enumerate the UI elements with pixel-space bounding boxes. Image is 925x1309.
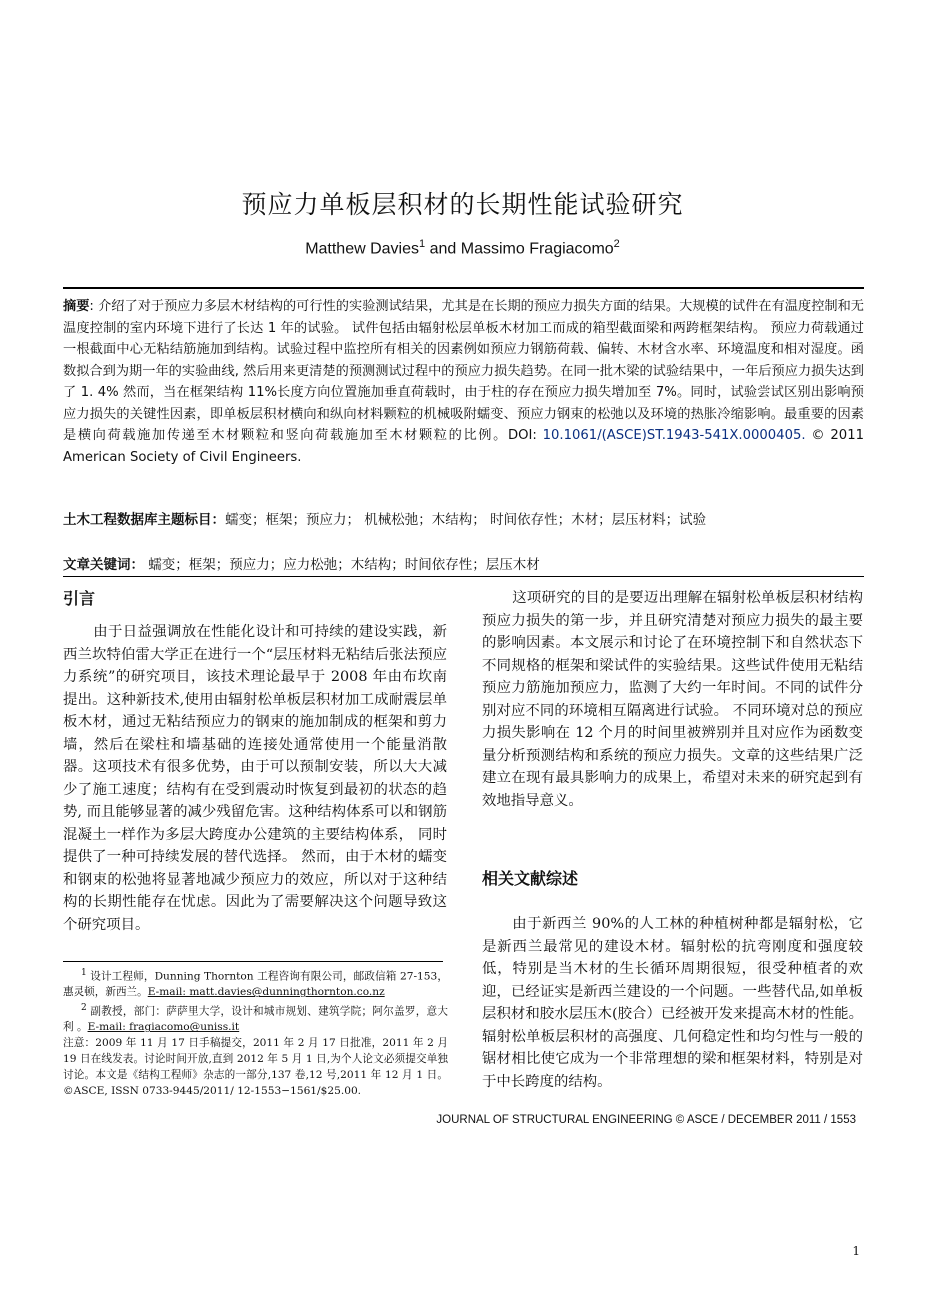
literature-review-heading: 相关文献综述 — [482, 869, 579, 888]
keywords-text: 蠕变；框架；预应力；应力松弛；木结构；时间依存性；层压木材 — [144, 557, 540, 573]
section-rule — [63, 576, 864, 577]
intro-heading: 引言 — [63, 589, 96, 608]
footnote-2-text: 副教授，部门：萨萨里大学，设计和城市规划、建筑学院；阿尔盖罗，意大利 。 — [63, 1005, 448, 1034]
purpose-paragraph: 这项研究的目的是要迈出理解在辐射松单板层积材结构预应力损失的第一步，并且研究清楚对预应力损失的最主要的影响因素。本文展示和讨论了在环境控制下和自然状态下不同规格的框架和梁试件的实验结果。这些试件使用无粘结预应力筋施加预应力，监测了大约一年时间。不同的试件分别对应不同的环境相互隔离进行试验。 不同环境对总的预应力损失影响在 12 个月的时间里被辨别并且对应作为函数变量分析预测结构和系统的预应力损失。文章的这些结果广泛建立在现有最具影响力的成果上，希望对未来的研究起到有效地指导意义。 — [482, 590, 863, 809]
footnote-2 — [63, 1001, 448, 1036]
footnote-1 — [63, 966, 448, 1001]
top-rule — [63, 287, 864, 289]
paper-title: 预应力单板层积材的长期性能试验研究 — [241, 190, 684, 219]
left-column — [63, 621, 447, 936]
footnotes — [63, 966, 448, 1099]
subject-headings — [63, 508, 864, 528]
right-column — [482, 587, 863, 812]
literature-paragraph: 由于新西兰 90%的人工林的种植树种都是辐射松，它是新西兰最常见的建设木材。辐射松的抗弯刚度和强度较低，特别是当木材的生长循环周期很短，很受种植者的欢迎，已经证实是新西兰建设的一个问题。一些替代品,如单板层积材和胶水层压木(胶合）已经被开发来提高木材的性能。辐射松单板层积材的高强度、几何稳定性和均匀性与一般的锯材相比使它成为一个非常理想的梁和框架材料，特别是对于中长跨度的结构。 — [482, 916, 863, 1090]
subject-label: 土木工程数据库主题标目： — [63, 512, 225, 528]
abstract-text: : 介绍了对于预应力多层木材结构的可行性的实验测试结果，尤其是在长期的预应力损失方面的结果。大规模的试件在有温度控制和无温度控制的室内环境下进行了长达 1 年的试验。 试件包括由辐射松层单板木材加工而成的箱型截面梁和两跨框架结构。 预应力荷载通过一根截面中心无粘结筋施加到结构。试验过程中监控所有相关的因素例如预应力钢筋荷载、偏转、木材含水率、环境温度和相对湿度。函数拟合到为期一年的实验曲线, 然后用来更清楚的预测测试过程中的预应力损失趋势。在同一批木梁的试验结果中，一年后预应力损失达到了 1. 4% 然而，当在框架结构 11%长度方向位置施加垂直荷载时，由于柱的存在预应力损失增加至 7%。同时，试验尝试区别出影响预应力损失的关键性因素，即单板层积材横向和纵向材料颗粒的机械吸附蠕变、预应力钢束的松弛以及环境的热胀冷缩影响。最重要的因素是横向荷载施加传递至木材颗粒和竖向荷载施加至木材颗粒的比例。DOI: — [63, 299, 864, 443]
keywords-label: 文章关键词： — [63, 557, 144, 573]
submission-note: 注意：2009 年 11 月 17 日手稿提交，2011 年 2 月 17 日批准，2011 年 2 月 19 日在线发表。讨论时间开放,直到 2012 年 5 月 1 日,为个人论文必须提交单独讨论。本文是《结构工程师》杂志的一部分,137 卷,12 号,2011 年 12 月 1 日。©ASCE, ISSN 0733-9445/2011/ 12-1553−1561/$25.00. — [63, 1037, 448, 1097]
right-column-continued — [482, 913, 863, 1093]
journal-footer: JOURNAL OF STRUCTURAL ENGINEERING © ASCE / DECEMBER 2011 / 1553 — [436, 1114, 856, 1126]
author-2: Massimo Fragiacomo — [460, 240, 614, 258]
author-1-affil: 1 — [419, 238, 426, 250]
author-2-affil: 2 — [613, 238, 620, 250]
footnote-rule — [63, 961, 443, 962]
author-conjunction: and — [425, 240, 461, 258]
abstract-label: 摘要 — [63, 299, 90, 314]
footnote-1-text: 设计工程师，Dunning Thornton 工程咨询有限公司，邮政信箱 27-153，惠灵顿，新西兰。 — [63, 970, 448, 999]
footnote-2-marker: 2 — [81, 1003, 87, 1014]
keywords — [63, 553, 864, 573]
footnote-2-email[interactable]: E-mail: fragiacomo@uniss.it — [87, 1021, 240, 1034]
doi-link[interactable]: 10.1061/(ASCE)ST.1943-541X.0000405. — [542, 428, 806, 443]
footnote-1-email[interactable]: E-mail: matt.davies@dunningthornton.co.nz — [147, 986, 385, 999]
subject-text: 蠕变；框架；预应力； 机械松弛；木结构； 时间依存性；木材；层压材料；试验 — [225, 512, 707, 528]
author-1: Matthew Davies — [305, 240, 420, 258]
intro-paragraph: 由于日益强调放在性能化设计和可持续的建设实践，新西兰坎特伯雷大学正在进行一个“层压材料无粘结后张法预应力系统”的研究项目，该技术理论最早于 2008 年由布坎南提出。这种新技术,使用由辐射松单板层积材加工成耐震层单板木材，通过无粘结预应力的钢束的施加制成的框架和剪力墙，然后在梁柱和墙基础的连接处通常使用一个能量消散器。这项技术有很多优势，由于可以预制安装，所以大大减少了施工速度；结构有在受到震动时恢复到最初的状态的趋势, 而且能够显著的减少残留危害。这种结构体系可以和钢筋混凝土一样作为多层大跨度办公建筑的主要结构体系， 同时提供了一种可持续发展的替代选择。 然而，由于木材的蠕变和钢束的松弛将显著地减少预应力的效应，所以对于这种结构的长期性能存在忧虑。因此为了需要解决这个问题导致这个研究项目。 — [63, 624, 447, 933]
page-number: 1 — [852, 1244, 860, 1258]
author-line — [0, 238, 925, 258]
abstract — [63, 296, 864, 468]
footnote-1-marker: 1 — [81, 968, 87, 978]
copyright-text: © 2011 American Society of Civil Engineers. — [63, 428, 864, 465]
